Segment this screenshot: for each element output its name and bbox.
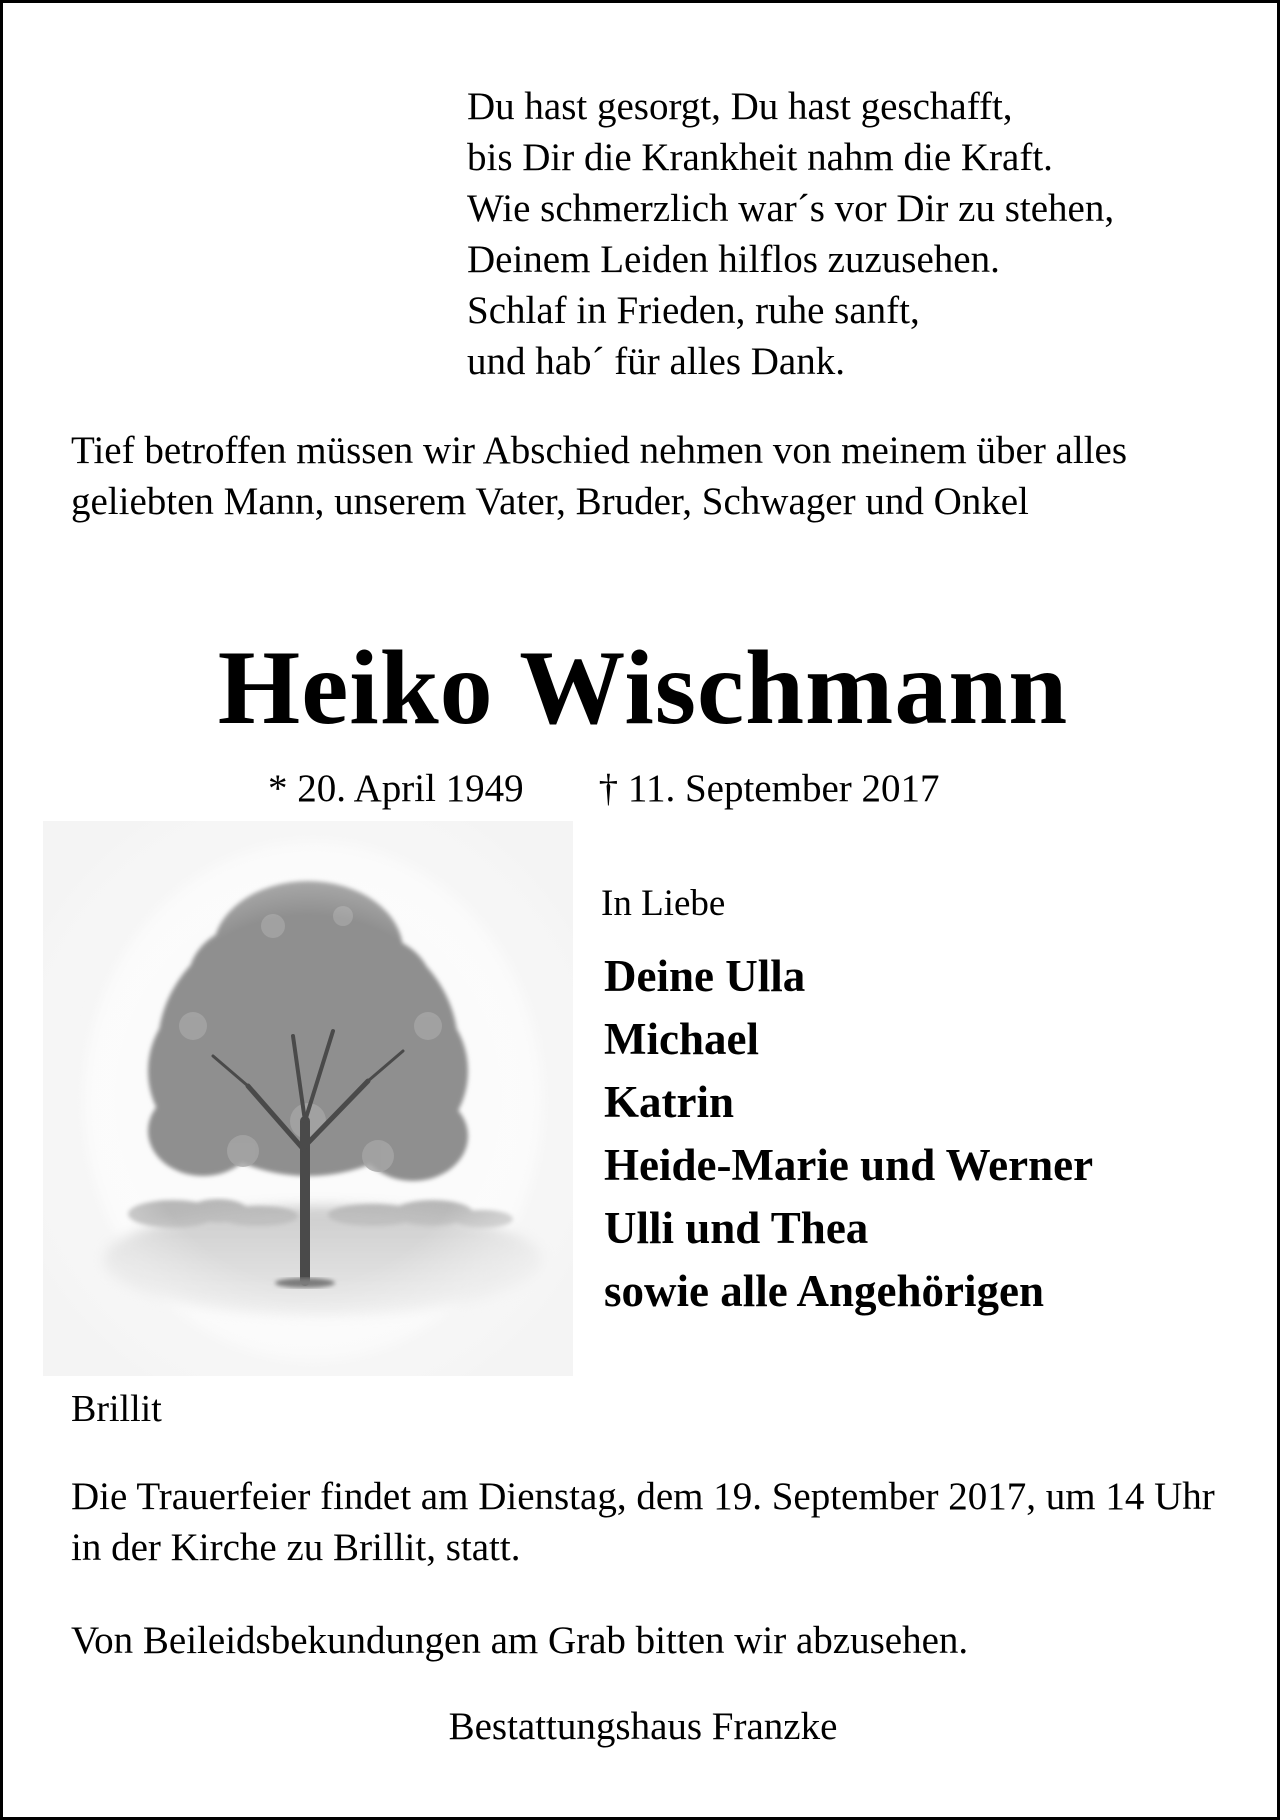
mourner-name: Deine Ulla (604, 951, 806, 1001)
poem-line: und hab´ für alles Dank. (467, 340, 845, 383)
mourners-list (604, 945, 1093, 1323)
poem-line: Wie schmerzlich war´s vor Dir zu stehen, (467, 187, 1115, 230)
deceased-name: Heiko Wischmann (217, 629, 1069, 746)
mourner-name: Heide-Marie und Werner (604, 1140, 1094, 1190)
mourner-name: Michael (604, 1014, 759, 1064)
mourners-heading: In Liebe (601, 883, 726, 924)
memorial-poem (467, 81, 1114, 387)
place-name: Brillit (71, 1388, 162, 1430)
poem-line: Schlaf in Frieden, ruhe sanft, (467, 289, 920, 332)
death-date: † 11. September 2017 (598, 767, 940, 810)
poem-line: Deinem Leiden hilflos zuzusehen. (467, 238, 1000, 281)
birth-date: * 20. April 1949 (268, 767, 524, 810)
mourner-name: Ulli und Thea (604, 1203, 869, 1253)
poem-line: Du hast gesorgt, Du hast geschafft, (467, 85, 1013, 128)
funeral-service-info: Die Trauerfeier findet am Dienstag, dem 19. September 2017, um 14 Uhr in der Kirche zu Brillit, statt. (71, 1475, 1215, 1569)
undertaker-name: Bestattungshaus Franzke (448, 1705, 838, 1748)
mourner-name: Katrin (604, 1077, 734, 1127)
mourner-name: sowie alle Angehörigen (604, 1266, 1044, 1316)
tree-in-mist-image (43, 821, 573, 1376)
condolence-note: Von Beileidsbekundungen am Grab bitten wir abzusehen. (71, 1619, 969, 1662)
poem-line: bis Dir die Krankheit nahm die Kraft. (467, 136, 1053, 179)
life-dates (268, 764, 940, 814)
intro-text: Tief betroffen müssen wir Abschied nehmen von meinem über alles geliebten Mann, unserem Vater, Bruder, Schwager und Onkel (71, 429, 1128, 523)
